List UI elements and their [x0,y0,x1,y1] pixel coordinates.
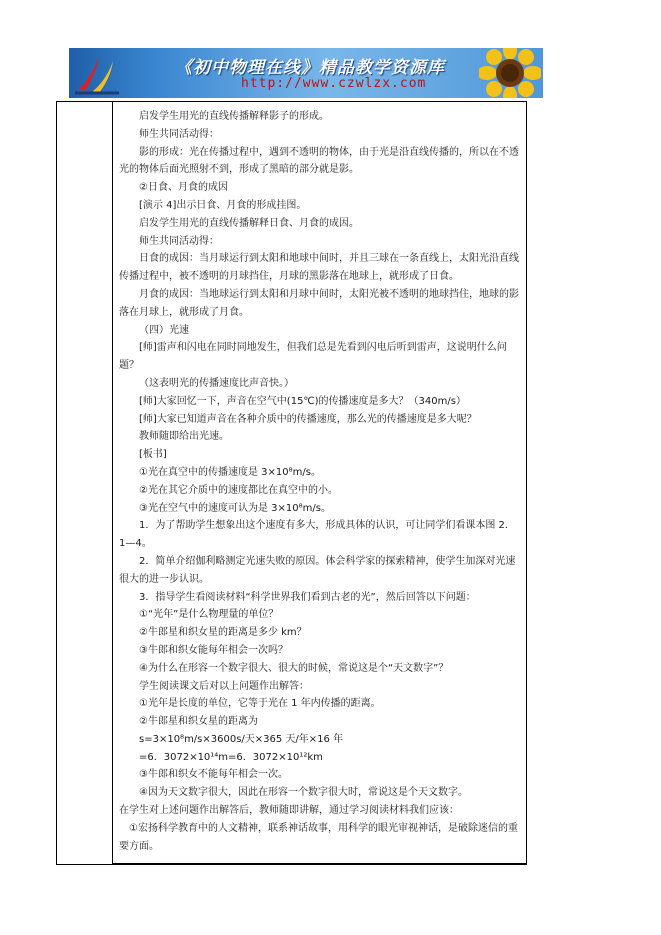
lesson-content [119,108,519,855]
content-paragraph: [师]雷声和闪电在同时同地发生，但我们总是先看到闪电后听到雷声，这说明什么问题？ [119,342,507,372]
content-paragraph: ③光在空气中的速度可认为是 3×10⁸m/s。 [139,502,331,514]
content-paragraph: ④因为天文数字很大，因此在形容一个数字很大时，常说这是个天文数字。 [139,787,468,799]
content-paragraph: ③牛郎和织女能每年相会一次吗？ [139,644,288,656]
content-paragraph: ②光在其它介质中的速度都比在真空中的小。 [139,484,338,496]
header-banner [69,48,543,98]
content-paragraph: ①“光年”是什么物理量的单位？ [139,609,279,621]
content-paragraph: ①宏扬科学教育中的人文精神，联系神话故事，用科学的眼光审视神话，是破除迷信的重要方面。 [119,822,518,852]
content-paragraph: ②牛郎星和织女星的距离是多少 km？ [139,627,307,639]
content-paragraph: 学生阅读课文后对以上问题作出解答： [139,680,309,692]
content-paragraph: （这表明光的传播速度比声音快。） [139,377,294,389]
content-paragraph: [板书] [139,449,167,461]
content-paragraph: [师]大家回忆一下，声音在空气中(15℃)的传播速度是多大？（340m/s） [139,395,466,407]
content-paragraph: 启发学生用光的直线传播解释日食、月食的成因。 [139,217,359,229]
content-paragraph: （四）光速 [139,324,189,336]
site-title: 《初中物理在线》精品教学资源库 [175,58,445,78]
content-paragraph: 2．简单介绍伽利略测定光速失败的原因。体会科学家的探索精神，使学生加深对光速很大的进一步认识。 [119,555,516,585]
content-paragraph: 1．为了帮助学生想象出这个速度有多大，形成具体的认识，可让同学们看课本图 2．1—4。 [119,520,515,550]
content-paragraph: [师]大家已知道声音在各种介质中的传播速度，那么光的传播速度是多大呢？ [139,413,477,425]
content-paragraph: 教师随即给出光速。 [139,431,229,443]
site-logo-icon [73,53,123,95]
content-paragraph: 日食的成因：当月球运行到太阳和地球中间时，并且三球在一条直线上，太阳光沿直线传播过程中，被不透明的月球挡住，月球的黑影落在地球上，就形成了日食。 [119,253,519,283]
lesson-table [56,101,527,865]
column-divider [112,102,113,864]
content-paragraph: ④为什么在形容一个数字很大、很大的时候，常说这是个“天文数字”？ [139,662,449,674]
content-paragraph: [演示 4]出示日食、月食的形成挂图。 [139,199,307,211]
content-paragraph: =6．3072×10¹⁴m=6．3072×10¹²km [139,751,323,763]
cell-bottom-rule [112,863,526,864]
content-paragraph: 月食的成因：当地球运行到太阳和月球中间时，太阳光被不透明的地球挡住，地球的影落在月球上，就形成了月食。 [119,288,519,318]
sunflower-icon [479,48,541,98]
content-paragraph: 启发学生用光的直线传播解释影子的形成。 [139,111,329,122]
content-paragraph: ①光在真空中的传播速度是 3×10⁸m/s。 [139,466,321,478]
content-paragraph: ②日食、月食的成因 [139,182,228,194]
content-paragraph: ②牛郎星和织女星的距离为 [139,716,258,728]
content-paragraph: 师生共同活动得： [139,128,219,140]
content-paragraph: 3．指导学生看阅读材料“科学世界我们看到古老的光”，然后回答以下问题： [139,591,476,603]
content-paragraph: ①光年是长度的单位，它等于光在 1 年内传播的距离。 [139,698,381,710]
content-paragraph: s=3×10⁸m/s×3600s/天×365 天/年×16 年 [139,733,344,745]
site-url[interactable]: http://www.czwlzx.com [241,76,427,91]
content-paragraph: 在学生对上述问题作出解答后，教师随即讲解，通过学习阅读材料我们应该： [119,805,459,817]
content-paragraph: 师生共同活动得： [139,235,219,247]
content-paragraph: ③牛郎和织女不能每年相会一次。 [139,769,288,781]
content-paragraph: 影的形成：光在传播过程中，遇到不透明的物体，由于光是沿直线传播的，所以在不透光的物体后面光照射不到，形成了黑暗的部分就是影。 [119,146,519,176]
